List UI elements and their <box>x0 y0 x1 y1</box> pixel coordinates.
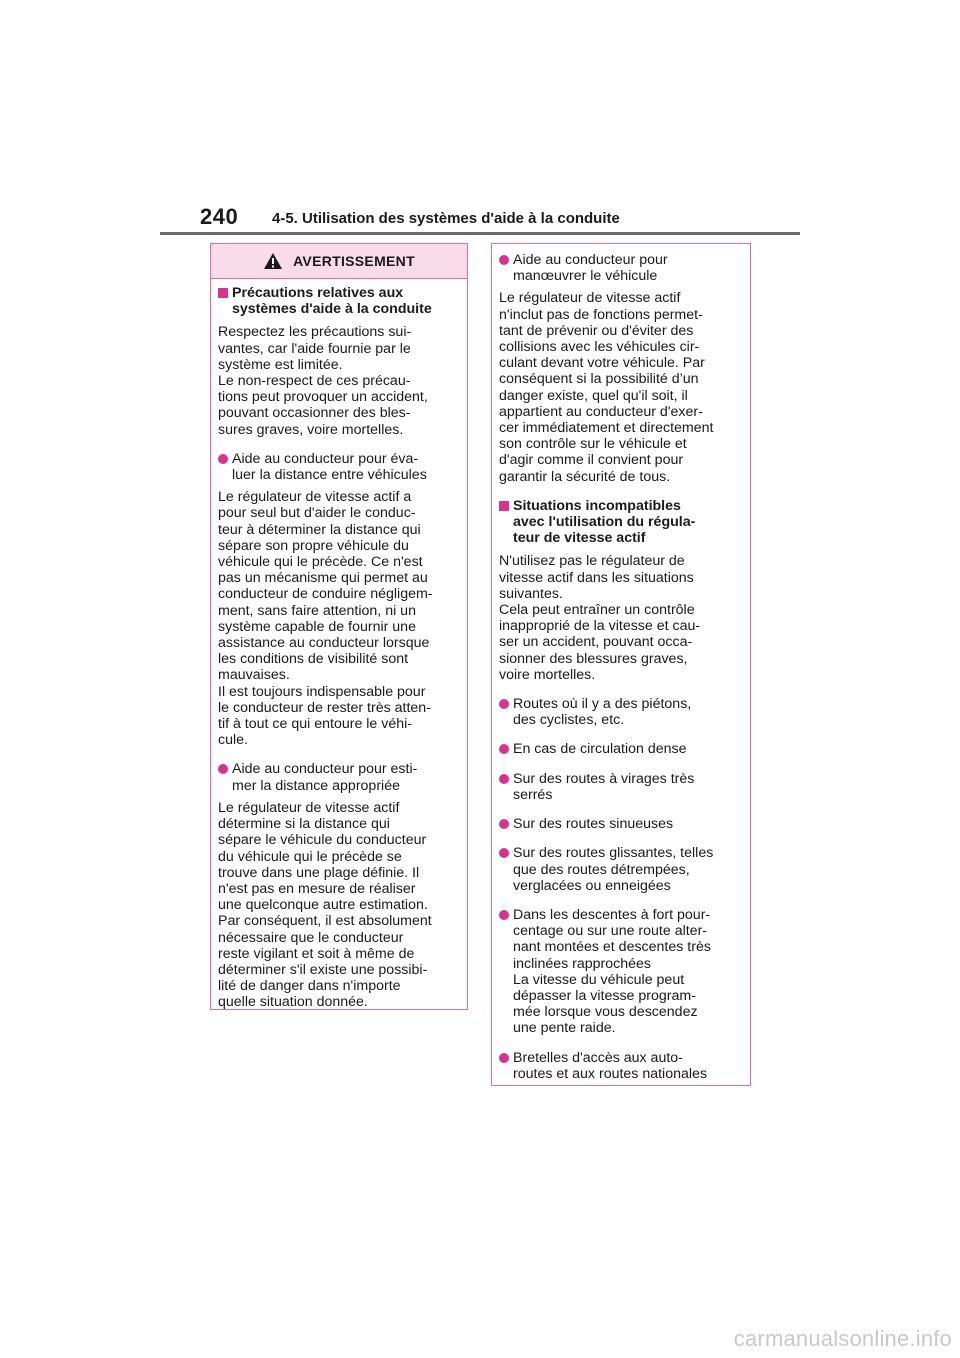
text-line: conséquent si la possibilité d’un <box>499 371 699 388</box>
text-line: Sur des routes sinueuses <box>513 816 674 833</box>
round-bullet-icon <box>499 1053 509 1063</box>
text-line: trouve dans une plage définie. Il <box>218 864 420 881</box>
lines <box>513 771 742 803</box>
text-line: garantir la sécurité de tous. <box>499 468 671 485</box>
lines <box>218 324 459 437</box>
text-line: voire mortelles. <box>499 666 596 683</box>
bullet-item <box>218 451 459 483</box>
text-line: Aide au conducteur pour éva- <box>232 450 419 467</box>
text-line: sépare son propre véhicule du <box>218 537 409 554</box>
text-line: tif à tout ce qui entoure le véhi- <box>218 716 413 733</box>
lines <box>499 553 742 683</box>
square-bullet-icon <box>499 501 509 511</box>
paragraph <box>499 290 742 484</box>
situation-item <box>499 771 742 803</box>
text-line: manœuvrer le véhicule <box>513 268 658 285</box>
intro-paragraph <box>218 324 459 437</box>
text-line: conducteur de conduire négligem- <box>218 586 433 603</box>
text-line: Respectez les précautions sui- <box>218 324 412 341</box>
text-line: dépasser la vitesse program- <box>513 987 696 1004</box>
lines <box>513 1050 742 1082</box>
text-line: pas un mécanisme qui permet au <box>218 570 428 587</box>
text-line: Par conséquent, il est absolument <box>218 913 432 930</box>
text-line: n'inclut pas de fonctions permet- <box>499 306 703 323</box>
text-line: inapproprié de la vitesse et cau- <box>499 618 701 635</box>
bullet-item <box>499 252 742 284</box>
situation-item <box>499 741 742 757</box>
round-bullet-icon <box>499 848 509 858</box>
text-line: tions peut provoquer un accident, <box>218 389 428 406</box>
text-line: pour seul but d'aider le conduc- <box>218 505 416 522</box>
text-line: détermine si la distance qui <box>218 816 390 833</box>
text-line: serrés <box>513 786 553 803</box>
text-line: sionner des blessures graves, <box>499 650 688 667</box>
text-line: systèmes d'aide à la conduite <box>232 301 432 318</box>
text-line: mée lorsque vous descendez <box>513 1004 698 1021</box>
header-divider <box>160 232 800 235</box>
text-line: Bretelles d'accès aux auto- <box>513 1049 683 1066</box>
text-line: système est limitée. <box>218 356 343 373</box>
text-line: système capable de fournir une <box>218 618 416 635</box>
text-line: avec l'utilisation du régula- <box>513 514 696 531</box>
lines <box>232 285 459 317</box>
text-line: les conditions de visibilité sont <box>218 651 409 668</box>
text-line: Sur des routes glissantes, telles <box>513 845 714 862</box>
warning-box <box>210 243 468 1010</box>
text-line: teur à déterminer la distance qui <box>218 521 421 538</box>
text-line: danger existe, quel qu'il soit, il <box>499 387 688 404</box>
warning-box-continued <box>491 243 751 1086</box>
situation-item <box>499 1050 742 1082</box>
text-line: Routes où il y a des piétons, <box>513 696 692 713</box>
paragraph <box>499 553 742 683</box>
lines <box>218 489 459 748</box>
text-line: teur de vitesse actif <box>513 530 646 547</box>
text-line: routes et aux routes nationales <box>513 1065 708 1082</box>
lines <box>232 451 459 483</box>
lines <box>513 498 742 547</box>
situation-item <box>499 696 742 728</box>
lines <box>513 741 742 757</box>
text-line: Cela peut entraîner un contrôle <box>499 602 695 619</box>
text-line: Dans les descentes à fort pour- <box>513 906 711 923</box>
text-line: La vitesse du véhicule peut <box>513 971 685 988</box>
bullet-item <box>218 761 459 793</box>
round-bullet-icon <box>499 699 509 709</box>
round-bullet-icon <box>218 454 228 464</box>
text-line: cer immédiatement et directement <box>499 420 714 437</box>
text-line: des cyclistes, etc. <box>513 712 625 729</box>
text-line: suivantes. <box>499 585 563 602</box>
text-line: cule. <box>218 732 248 749</box>
lines <box>513 816 742 832</box>
text-line: d'agir comme il convient pour <box>499 452 684 469</box>
text-line: vantes, car l'aide fournie par le <box>218 340 411 357</box>
precautions-heading <box>218 285 459 317</box>
text-line: Le régulateur de vitesse actif <box>218 799 400 816</box>
text-line: inclinées rapprochées <box>513 955 652 972</box>
text-line: une pente raide. <box>513 1020 616 1037</box>
text-line: culant devant votre véhicule. Par <box>499 355 705 372</box>
text-line: ment, sans faire attention, ni un <box>218 602 416 619</box>
text-line: pouvant occasionner des bles- <box>218 405 411 422</box>
text-line: Aide au conducteur pour esti- <box>232 761 418 778</box>
text-line: le conducteur de rester très atten- <box>218 699 431 716</box>
incompatible-situations-heading <box>499 498 742 547</box>
text-line: Le régulateur de vitesse actif a <box>218 489 412 506</box>
text-line: centage ou sur une route alter- <box>513 923 708 940</box>
text-line: Aide au conducteur pour <box>513 252 668 268</box>
text-line: Il est toujours indispensable pour <box>218 683 426 700</box>
page-number: 240 <box>200 204 239 229</box>
warning-title: AVERTISSEMENT <box>293 253 415 269</box>
text-line: collisions avec les véhicules cir- <box>499 339 700 356</box>
text-line: quelle situation donnée. <box>218 994 368 1011</box>
lines <box>218 800 459 1011</box>
text-line: Situations incompatibles <box>513 497 681 514</box>
situation-item <box>499 845 742 894</box>
situation-item <box>499 816 742 832</box>
round-bullet-icon <box>499 774 509 784</box>
round-bullet-icon <box>218 764 228 774</box>
text-line: Précautions relatives aux <box>232 285 404 301</box>
lines <box>513 907 742 1037</box>
text-line: nécessaire que le conducteur <box>218 929 404 946</box>
text-line: Sur des routes à virages très <box>513 770 695 787</box>
lines <box>513 252 742 284</box>
text-line: appartient au conducteur d'exer- <box>499 403 703 420</box>
situation-list <box>499 696 742 1082</box>
text-line: véhicule qui le précède. Ce n'est <box>218 554 423 571</box>
text-line: lité de danger dans n'importe <box>218 978 401 995</box>
text-line: que des routes détrempées, <box>513 861 690 878</box>
text-line: mer la distance appropriée <box>232 777 400 794</box>
text-line: tant de prévenir ou d'éviter des <box>499 322 694 339</box>
lines <box>499 290 742 484</box>
text-line: luer la distance entre véhicules <box>232 467 427 484</box>
round-bullet-icon <box>499 255 509 265</box>
lines <box>513 696 742 728</box>
warning-header <box>211 244 467 279</box>
lines <box>232 761 459 793</box>
text-line: une quelconque autre estimation. <box>218 897 428 914</box>
text-line: vitesse actif dans les situations <box>499 569 694 586</box>
paragraph <box>218 800 459 1011</box>
round-bullet-icon <box>499 910 509 920</box>
text-line: nant montées et descentes très <box>513 939 711 956</box>
text-line: reste vigilant et soit à même de <box>218 945 415 962</box>
text-line: n'est pas en mesure de réaliser <box>218 880 416 897</box>
text-line: sures graves, voire mortelles. <box>218 421 404 438</box>
text-line: verglacées ou enneigées <box>513 877 671 894</box>
section-title: 4-5. Utilisation des systèmes d'aide à la conduite <box>272 210 620 227</box>
text-line: Le non-respect de ces précau- <box>218 373 411 390</box>
text-line: N'utilisez pas le régulateur de <box>499 553 685 570</box>
text-line: son contrôle sur le véhicule et <box>499 436 687 453</box>
warning-triangle-icon <box>263 252 283 270</box>
text-line: sépare le véhicule du conducteur <box>218 832 427 849</box>
round-bullet-icon <box>499 744 509 754</box>
text-line: ser un accident, pouvant occa- <box>499 634 693 651</box>
text-line: assistance au conducteur lorsque <box>218 635 430 652</box>
situation-item <box>499 907 742 1037</box>
text-line: mauvaises. <box>218 667 290 684</box>
watermark-text: carmanualsonline.info <box>733 1326 952 1351</box>
text-line: Le régulateur de vitesse actif <box>499 290 681 307</box>
text-line: En cas de circulation dense <box>513 741 687 758</box>
lines <box>513 845 742 894</box>
text-line: déterminer s'il existe une possibi- <box>218 961 428 978</box>
text-line: du véhicule qui le précède se <box>218 848 402 865</box>
paragraph <box>218 489 459 748</box>
square-bullet-icon <box>218 288 228 298</box>
round-bullet-icon <box>499 819 509 829</box>
